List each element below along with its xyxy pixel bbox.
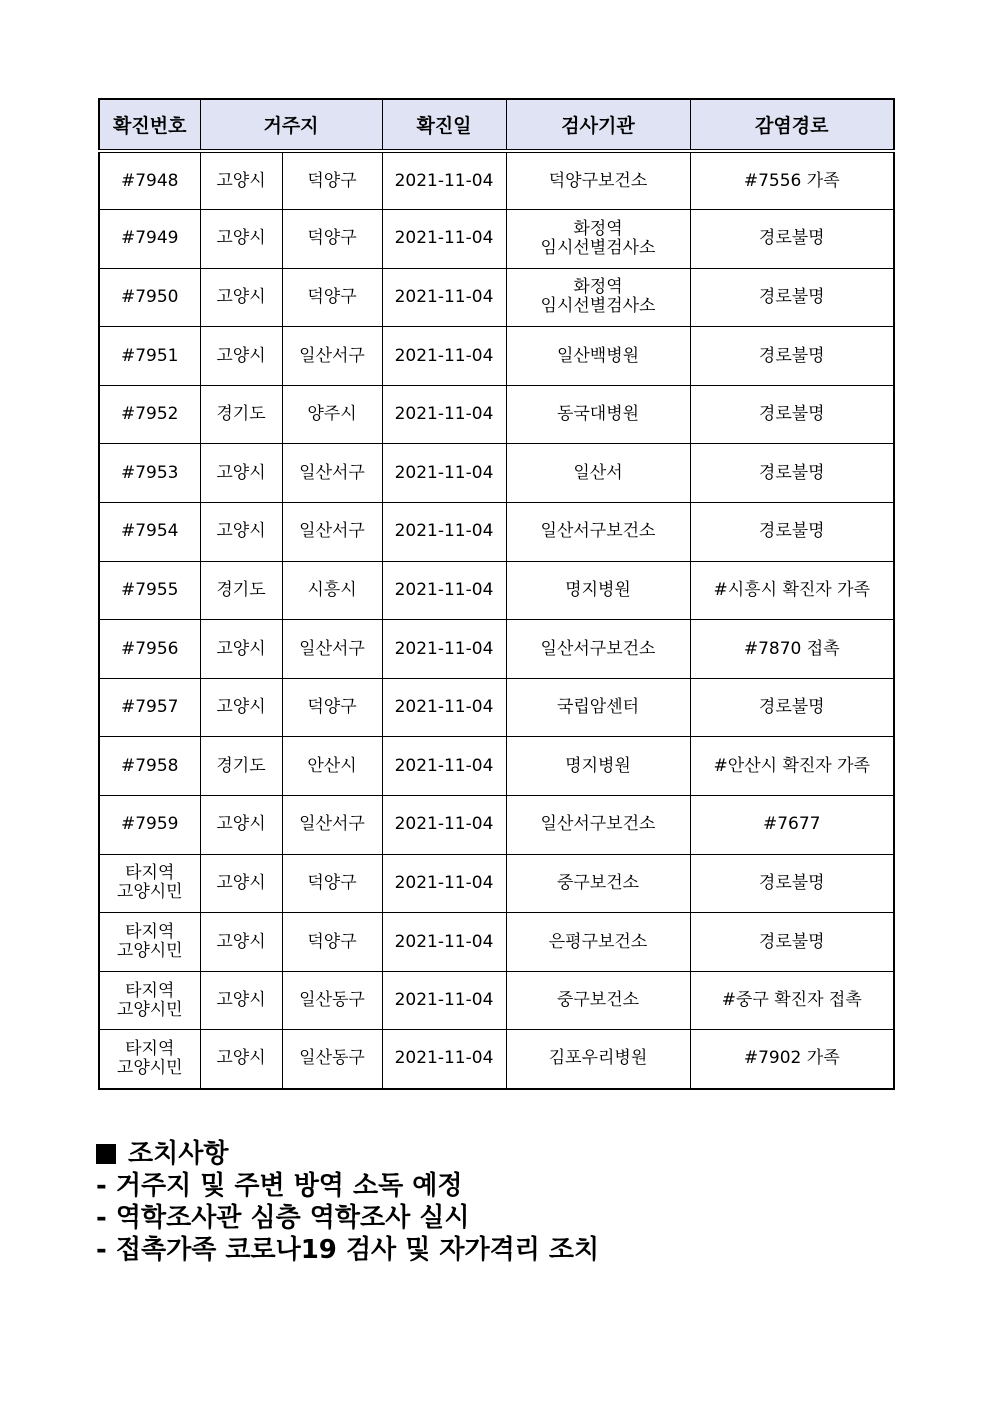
institution-cell: 일산서구보건소 xyxy=(506,796,690,855)
institution-cell: 중구보건소 xyxy=(506,854,690,913)
infection-route-cell: #7902 가족 xyxy=(690,1030,894,1089)
institution-cell: 화정역 임시선별검사소 xyxy=(506,210,690,269)
table-row xyxy=(99,678,894,737)
case-number-cell: #7957 xyxy=(99,678,200,737)
district-cell: 일산서구 xyxy=(282,503,382,562)
district-cell: 덕양구 xyxy=(282,210,382,269)
region-cell: 고양시 xyxy=(200,678,282,737)
institution-cell: 은평구보건소 xyxy=(506,913,690,972)
table-row xyxy=(99,210,894,269)
header-testing-institution: 검사기관 xyxy=(506,99,690,151)
district-cell: 덕양구 xyxy=(282,854,382,913)
institution-cell: 일산서구보건소 xyxy=(506,620,690,679)
measure-item: - 역학조사관 심층 역학조사 실시 xyxy=(96,1203,470,1233)
district-cell: 덕양구 xyxy=(282,151,382,210)
confirm-date-cell: 2021-11-04 xyxy=(382,151,506,210)
infection-route-cell: 경로불명 xyxy=(690,503,894,562)
table-row xyxy=(99,151,894,210)
infection-route-cell: 경로불명 xyxy=(690,210,894,269)
region-cell: 고양시 xyxy=(200,444,282,503)
infection-route-cell: #시흥시 확진자 가족 xyxy=(690,561,894,620)
confirm-date-cell: 2021-11-04 xyxy=(382,210,506,269)
infection-route-cell: #7870 접촉 xyxy=(690,620,894,679)
confirm-date-cell: 2021-11-04 xyxy=(382,854,506,913)
region-cell: 고양시 xyxy=(200,327,282,386)
header-case-number: 확진번호 xyxy=(99,99,200,151)
infection-route-cell: 경로불명 xyxy=(690,385,894,444)
institution-cell: 동국대병원 xyxy=(506,385,690,444)
region-cell: 고양시 xyxy=(200,971,282,1030)
infection-route-cell: 경로불명 xyxy=(690,444,894,503)
district-cell: 덕양구 xyxy=(282,268,382,327)
region-cell: 경기도 xyxy=(200,385,282,444)
case-number-cell: #7959 xyxy=(99,796,200,855)
case-number-cell: #7954 xyxy=(99,503,200,562)
district-cell: 시흥시 xyxy=(282,561,382,620)
table-row xyxy=(99,913,894,972)
header-residence: 거주지 xyxy=(200,99,382,151)
district-cell: 일산서구 xyxy=(282,444,382,503)
confirm-date-cell: 2021-11-04 xyxy=(382,1030,506,1089)
infection-route-cell: 경로불명 xyxy=(690,268,894,327)
institution-cell: 덕양구보건소 xyxy=(506,151,690,210)
measures-heading-text: 조치사항 xyxy=(128,1139,229,1169)
table-row xyxy=(99,796,894,855)
table-row xyxy=(99,620,894,679)
institution-cell: 명지병원 xyxy=(506,737,690,796)
district-cell: 일산서구 xyxy=(282,620,382,679)
region-cell: 고양시 xyxy=(200,503,282,562)
region-cell: 고양시 xyxy=(200,151,282,210)
region-cell: 고양시 xyxy=(200,1030,282,1089)
institution-cell: 일산서구보건소 xyxy=(506,503,690,562)
region-cell: 경기도 xyxy=(200,561,282,620)
region-cell: 고양시 xyxy=(200,913,282,972)
confirm-date-cell: 2021-11-04 xyxy=(382,737,506,796)
institution-cell: 일산백병원 xyxy=(506,327,690,386)
institution-cell: 김포우리병원 xyxy=(506,1030,690,1089)
table-row xyxy=(99,971,894,1030)
institution-cell: 국립암센터 xyxy=(506,678,690,737)
region-cell: 고양시 xyxy=(200,796,282,855)
confirm-date-cell: 2021-11-04 xyxy=(382,327,506,386)
institution-cell: 일산서 xyxy=(506,444,690,503)
region-cell: 고양시 xyxy=(200,854,282,913)
confirm-date-cell: 2021-11-04 xyxy=(382,503,506,562)
infection-route-cell: 경로불명 xyxy=(690,678,894,737)
district-cell: 일산서구 xyxy=(282,327,382,386)
district-cell: 일산동구 xyxy=(282,971,382,1030)
table-header-row xyxy=(99,99,894,151)
confirmed-cases-table xyxy=(98,98,895,1090)
table-row xyxy=(99,503,894,562)
district-cell: 안산시 xyxy=(282,737,382,796)
table-row xyxy=(99,327,894,386)
header-infection-route: 감염경로 xyxy=(690,99,894,151)
institution-cell: 명지병원 xyxy=(506,561,690,620)
infection-route-cell: #7556 가족 xyxy=(690,151,894,210)
black-square-icon xyxy=(96,1144,116,1164)
case-number-cell: #7951 xyxy=(99,327,200,386)
case-number-cell: #7950 xyxy=(99,268,200,327)
measure-item: - 접촉가족 코로나19 검사 및 자가격리 조치 xyxy=(96,1235,600,1265)
header-confirm-date: 확진일 xyxy=(382,99,506,151)
table-row xyxy=(99,1030,894,1089)
table-body xyxy=(99,151,894,1089)
table-row xyxy=(99,268,894,327)
confirm-date-cell: 2021-11-04 xyxy=(382,971,506,1030)
region-cell: 고양시 xyxy=(200,268,282,327)
case-number-cell: 타지역 고양시민 xyxy=(99,854,200,913)
institution-cell: 화정역 임시선별검사소 xyxy=(506,268,690,327)
infection-route-cell: 경로불명 xyxy=(690,327,894,386)
measures-heading xyxy=(96,1138,599,1170)
measures-section xyxy=(96,1138,599,1266)
infection-route-cell: 경로불명 xyxy=(690,854,894,913)
infection-route-cell: #안산시 확진자 가족 xyxy=(690,737,894,796)
infection-route-cell: #7677 xyxy=(690,796,894,855)
region-cell: 고양시 xyxy=(200,210,282,269)
confirm-date-cell: 2021-11-04 xyxy=(382,268,506,327)
case-number-cell: 타지역 고양시민 xyxy=(99,913,200,972)
case-number-cell: #7955 xyxy=(99,561,200,620)
table-row xyxy=(99,444,894,503)
district-cell: 양주시 xyxy=(282,385,382,444)
case-number-cell: 타지역 고양시민 xyxy=(99,971,200,1030)
table-row xyxy=(99,385,894,444)
confirm-date-cell: 2021-11-04 xyxy=(382,913,506,972)
institution-cell: 중구보건소 xyxy=(506,971,690,1030)
region-cell: 경기도 xyxy=(200,737,282,796)
district-cell: 일산동구 xyxy=(282,1030,382,1089)
table-row xyxy=(99,737,894,796)
case-number-cell: #7948 xyxy=(99,151,200,210)
district-cell: 일산서구 xyxy=(282,796,382,855)
measure-item: - 거주지 및 주변 방역 소독 예정 xyxy=(96,1171,463,1201)
confirm-date-cell: 2021-11-04 xyxy=(382,561,506,620)
confirm-date-cell: 2021-11-04 xyxy=(382,678,506,737)
case-number-cell: #7949 xyxy=(99,210,200,269)
district-cell: 덕양구 xyxy=(282,913,382,972)
infection-route-cell: 경로불명 xyxy=(690,913,894,972)
table-row xyxy=(99,561,894,620)
case-number-cell: #7952 xyxy=(99,385,200,444)
region-cell: 고양시 xyxy=(200,620,282,679)
confirm-date-cell: 2021-11-04 xyxy=(382,385,506,444)
case-number-cell: 타지역 고양시민 xyxy=(99,1030,200,1089)
case-number-cell: #7953 xyxy=(99,444,200,503)
confirm-date-cell: 2021-11-04 xyxy=(382,444,506,503)
infection-route-cell: #중구 확진자 접촉 xyxy=(690,971,894,1030)
case-number-cell: #7956 xyxy=(99,620,200,679)
confirm-date-cell: 2021-11-04 xyxy=(382,796,506,855)
confirm-date-cell: 2021-11-04 xyxy=(382,620,506,679)
case-number-cell: #7958 xyxy=(99,737,200,796)
district-cell: 덕양구 xyxy=(282,678,382,737)
table-row xyxy=(99,854,894,913)
